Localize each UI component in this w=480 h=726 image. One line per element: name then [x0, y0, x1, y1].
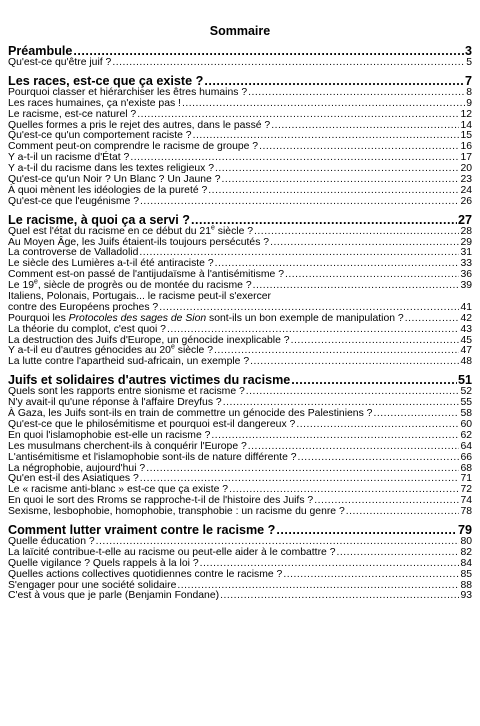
dot-leader: [276, 523, 457, 537]
entry-title: Comment peut-on comprendre le racisme de groupe ?: [8, 141, 259, 153]
entry-title: Qu'est-ce qu'un Noir ? Un Blanc ? Un Jaune ?: [8, 174, 221, 186]
entry-title: Comment est-on passé de l'antijudaïsme à l'antisémitisme ?: [8, 269, 284, 281]
section-title: Préambule: [8, 44, 73, 58]
toc-entry[interactable]: [8, 570, 472, 581]
section-title: Juifs et solidaires d'autres victimes du racisme: [8, 373, 291, 388]
entry-title: Quels sont les rapports entre sionisme et racisme ?: [8, 386, 245, 398]
entry-title: Le racisme, est-ce naturel ?: [8, 108, 137, 120]
dot-leader: [248, 88, 465, 99]
entry-title: Quelle éducation ?: [8, 535, 95, 547]
entry-title: Les races humaines, ça n'existe pas !: [8, 97, 181, 109]
entry-title: La controverse de Valladolid: [8, 247, 139, 259]
dot-leader: [291, 373, 457, 387]
entry-title: Au Moyen Âge, les Juifs étaient-ils toujours persécutés ?: [8, 236, 270, 248]
section-title: Le racisme, à quoi ça a servi ?: [8, 212, 191, 227]
entry-title: La lutte contre l'apartheid sud-africain, un exemple ?: [8, 356, 250, 368]
toc-entry[interactable]: [8, 559, 472, 570]
dot-leader: [112, 58, 465, 69]
page-number: 16: [460, 141, 472, 153]
dot-leader: [253, 281, 460, 292]
dot-leader: [140, 197, 459, 208]
book-title: Protocoles des sages de Sion: [68, 312, 207, 324]
dot-leader: [246, 387, 460, 398]
entry-title: Y a-t-il un racisme d'État ?: [8, 152, 130, 164]
entry-title: S'engager pour une société solidaire: [8, 579, 177, 591]
dot-leader: [215, 164, 459, 175]
page-number: 84: [460, 557, 472, 569]
toc-list: [8, 44, 472, 602]
toc-entry[interactable]: [8, 453, 472, 464]
entry-title: À quoi mènent les idéologies de la pureté ?: [8, 184, 208, 196]
section-heading[interactable]: [8, 44, 472, 58]
entry-title: Y a-t-il du racisme dans les textes religieux ?: [8, 163, 214, 175]
dot-leader: [137, 110, 459, 121]
page-number: 85: [460, 568, 472, 580]
page-number: 33: [460, 258, 472, 270]
superscript: e: [211, 224, 215, 232]
entry-title: contre des Européens proches ?: [8, 301, 159, 313]
entry-title: Le 19e, siècle de progrès ou de montée du racisme ?: [8, 278, 252, 292]
page-number: 72: [460, 484, 472, 496]
entry-title: La négrophobie, aujourd'hui ?: [8, 462, 146, 474]
entry-title: La laïcité contribue-t-elle au racisme ou peut-elle aider à le combattre ?: [8, 546, 336, 558]
dot-leader: [167, 325, 459, 336]
entry-title: Quel est l'état du racisme en ce début du 21e siècle ?: [8, 224, 254, 237]
page-number: 28: [460, 225, 472, 237]
dot-leader: [200, 559, 460, 570]
page-number: 8: [466, 86, 472, 98]
entry-title: Quelles actions collectives quotidiennes contre le racisme ?: [8, 568, 283, 580]
entry-title: Pourquoi les Protocoles des sages de Sion sont-ils un bon exemple de manipulation ?: [8, 312, 404, 324]
dot-leader: [208, 186, 459, 197]
toc-entry[interactable]: [8, 58, 472, 69]
page-number: 58: [460, 408, 472, 420]
page-number: 68: [460, 462, 472, 474]
page-number: 47: [460, 345, 472, 357]
entry-title: Le « racisme anti-blanc » est-ce que ça existe ?: [8, 484, 229, 496]
page-number: 9: [466, 97, 472, 109]
entry-title: La théorie du complot, c'est quoi ?: [8, 323, 166, 335]
toc-entry[interactable]: [8, 197, 472, 208]
page-number: 23: [460, 174, 472, 186]
dot-leader: [146, 464, 459, 475]
page-number: 82: [460, 546, 472, 558]
page-number: 14: [460, 119, 472, 131]
dot-leader: [373, 409, 459, 420]
toc-entry[interactable]: [8, 224, 472, 238]
superscript: e: [34, 278, 38, 286]
entry-title: Les musulmans cherchent-ils à conquérir l'Europe ?: [8, 440, 247, 452]
page-number: 88: [460, 579, 472, 591]
entry-title: En quoi l'islamophobie est-elle un racisme ?: [8, 429, 211, 441]
dot-leader: [336, 548, 459, 559]
dot-leader: [283, 570, 459, 581]
toc-entry[interactable]: [8, 325, 472, 336]
dot-leader: [248, 442, 460, 453]
dot-leader: [405, 314, 460, 325]
dot-leader: [298, 453, 460, 464]
entry-title: Qu'est-ce qu'être juif ?: [8, 57, 112, 68]
page-number: 60: [460, 418, 472, 430]
page-number: 39: [460, 280, 472, 292]
page-number: 55: [460, 397, 472, 409]
section-heading[interactable]: [8, 373, 472, 387]
dot-leader: [285, 270, 459, 281]
section-heading[interactable]: [8, 213, 472, 227]
entry-title: Qu'est-ce que l'eugénisme ?: [8, 195, 140, 207]
page-number: 7: [464, 73, 472, 88]
page-number: 43: [460, 323, 472, 335]
dot-leader: [73, 44, 464, 58]
section-heading[interactable]: [8, 523, 472, 537]
toc-entry[interactable]: [8, 442, 472, 453]
page-number: 29: [460, 236, 472, 248]
page-number: 93: [460, 590, 472, 602]
page-number: 24: [460, 184, 472, 196]
page-number: 66: [460, 451, 472, 463]
page-number: 20: [460, 163, 472, 175]
page-number: 71: [460, 473, 472, 485]
page-number: 51: [457, 373, 472, 388]
toc-entry[interactable]: [8, 507, 472, 518]
toc-entry[interactable]: [8, 591, 472, 602]
dot-leader: [214, 346, 459, 357]
entry-title: Pourquoi classer et hiérarchiser les êtres humains ?: [8, 86, 248, 98]
dot-leader: [250, 357, 459, 368]
entry-title: Y a-t-il eu d'autres génocides au 20e siècle ?: [8, 344, 213, 357]
toc-entry[interactable]: [8, 110, 472, 121]
toc-entry[interactable]: [8, 357, 472, 368]
page-number: 62: [460, 429, 472, 441]
entry-title: En quoi le sort des Rroms se rapproche-t-il de l'histoire des Juifs ?: [8, 495, 314, 507]
dot-leader: [191, 213, 457, 227]
page-number: 26: [460, 195, 472, 207]
page-number: 42: [460, 312, 472, 324]
page-number: 79: [457, 522, 472, 537]
page-number: 41: [460, 301, 472, 313]
page-number: 17: [460, 152, 472, 164]
page-number: 78: [460, 506, 472, 518]
page-number: 45: [460, 334, 472, 346]
dot-leader: [346, 507, 460, 518]
dot-leader: [204, 74, 464, 88]
page-number: 27: [457, 212, 472, 227]
page-number: 3: [464, 44, 472, 58]
entry-title: L'antisémitisme et l'islamophobie sont-ils de nature différente ?: [8, 451, 297, 463]
entry-title: Quelles formes a pris le rejet des autres, dans le passé ?: [8, 119, 271, 131]
entry-title: Qu'est-ce que le philosémitisme et pourquoi est-il dangereux ?: [8, 418, 296, 430]
section-title: Les races, est-ce que ça existe ?: [8, 73, 204, 88]
dot-leader: [182, 99, 465, 110]
table-of-contents: [8, 24, 472, 602]
entry-title: La destruction des Juifs d'Europe, un génocide inexplicable ?: [8, 334, 290, 346]
entry-title: N'y avait-il qu'une réponse à l'affaire Dreyfus ?: [8, 397, 222, 409]
entry-title: Quelle vigilance ? Quels rappels à la loi ?: [8, 557, 199, 569]
entry-title: Qu'en est-il des Asiatiques ?: [8, 473, 139, 485]
dot-leader: [211, 431, 459, 442]
page-number: 52: [460, 386, 472, 398]
dot-leader: [296, 420, 459, 431]
dot-leader: [221, 175, 459, 186]
superscript: e: [170, 344, 175, 352]
page-number: 5: [466, 57, 472, 68]
entry-title: C'est à vous que je parle (Benjamin Fondane): [8, 590, 220, 602]
page-number: 15: [460, 130, 472, 142]
dot-leader: [270, 238, 459, 249]
dot-leader: [291, 336, 460, 347]
section-title: Comment lutter vraiment contre le racisme ?: [8, 522, 276, 537]
page-number: 64: [460, 440, 472, 452]
section-heading[interactable]: [8, 74, 472, 88]
page-number: 80: [460, 535, 472, 547]
page-number: 48: [460, 356, 472, 368]
entry-title: Qu'est-ce qu'un comportement raciste ?: [8, 130, 192, 142]
page-title: Sommaire: [209, 24, 271, 38]
entry-title: Le siècle des Lumières a-t-il été antiraciste ?: [8, 258, 214, 270]
page-number: 31: [460, 247, 472, 259]
dot-leader: [271, 121, 459, 132]
entry-title: À Gaza, les Juifs sont-ils en train de commettre un génocide des Palestiniens ?: [8, 408, 373, 420]
entry-title: Sexisme, lesbophobie, homophobie, transphobie : un racisme du genre ?: [8, 506, 345, 518]
dot-leader: [254, 227, 459, 238]
dot-leader: [220, 591, 459, 602]
dot-leader: [259, 142, 459, 153]
entry-title: Italiens, Polonais, Portugais... le racisme peut-il s'exercer: [8, 291, 272, 303]
page-number: 36: [460, 269, 472, 281]
dot-leader: [177, 581, 459, 592]
page-number: 74: [460, 495, 472, 507]
page-number: 12: [460, 108, 472, 120]
